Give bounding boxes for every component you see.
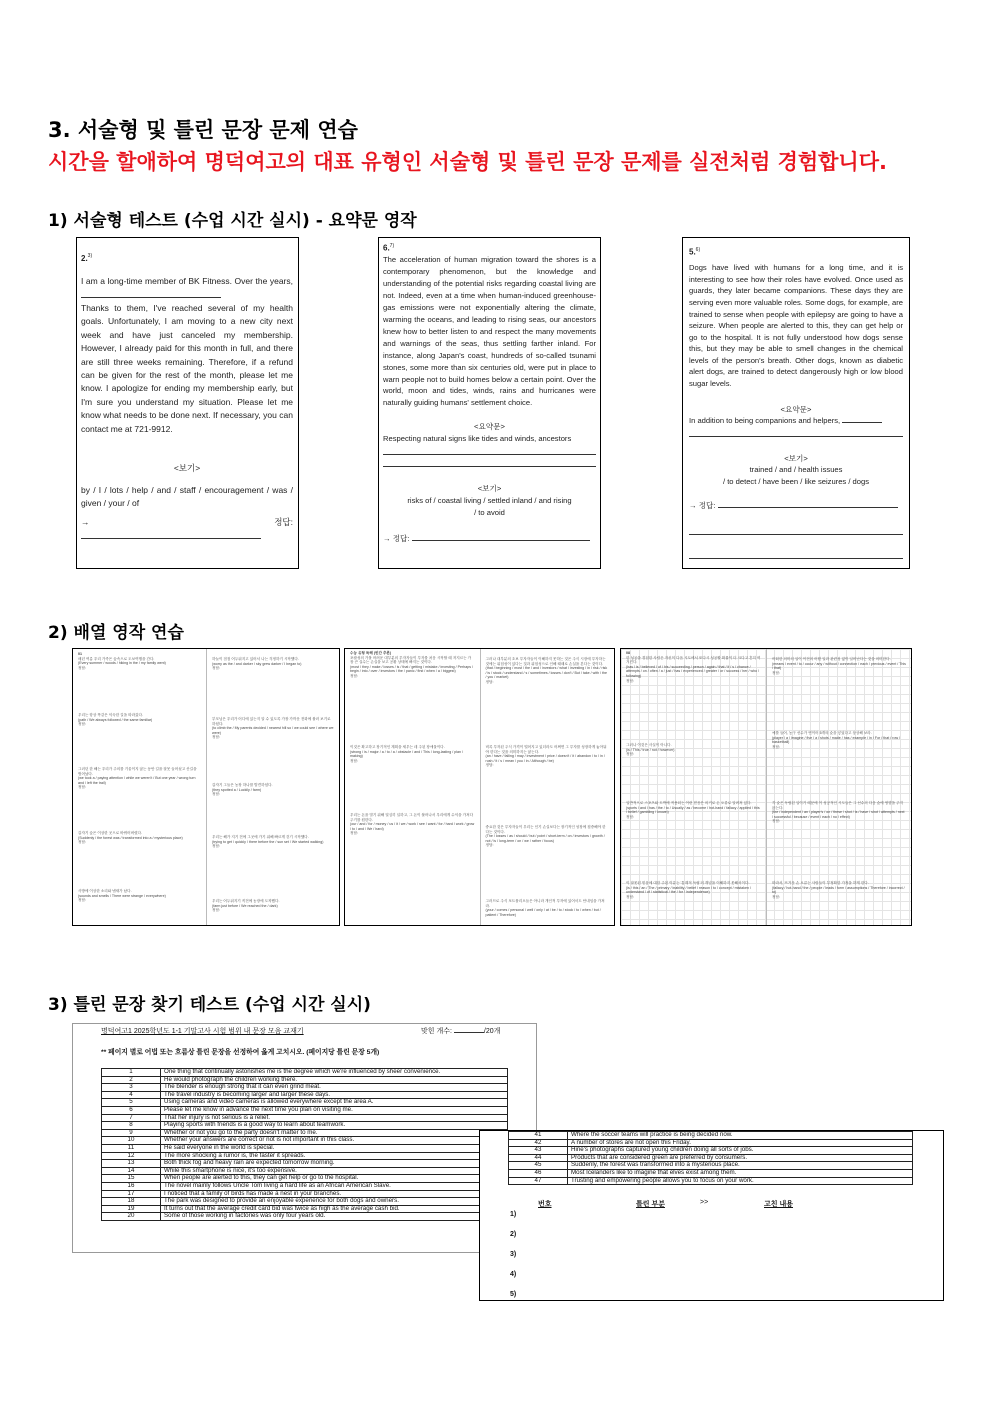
row-sentence: One thing that continually astonishes me is the degree which we're influenced by sheer convenience.	[161, 1069, 508, 1077]
error-table-2	[508, 1131, 913, 1185]
arrangement-sheet-3	[620, 648, 912, 926]
row-sentence: Some of those working in factories was only four years old.	[161, 1213, 508, 1221]
error-row	[102, 1175, 508, 1183]
row-sentence: That her injury is not serious is a relief.	[161, 1114, 508, 1122]
bogi-words-2: / to avoid	[474, 507, 505, 517]
row-number: 45	[509, 1162, 568, 1170]
answer-line: → 정답:	[81, 516, 293, 543]
bogi-words-1: trained / and / health issues	[749, 465, 843, 475]
answer-row-5: 5)	[510, 1291, 517, 1298]
row-sentence: It turns out that the average credit card bid was twice as high as the average cash bid.	[161, 1205, 508, 1213]
row-number: 18	[102, 1198, 161, 1206]
sheet-item: 우리는 해가 지기 전에 그곳에 가기 위해 빠르게 걷기 시작했다. (trying to get / quickly / there before the / sun set / We started walking) 정답:	[212, 835, 324, 849]
row-number: 19	[102, 1205, 161, 1213]
sheet-item: 08 한 성공을 경험한 사람은 자신이 다음 시도에서 또다시 성공할 확률이 더 크다고 흔히 여겨진다. (has / is / believed / of / his / succeeding / person / again / that / it / s / chance / attempts / on / often / a / just / has / experienced / greater / or / success / her / who / following) 정답:	[626, 651, 761, 683]
error-sheet-page1	[72, 1023, 537, 1253]
passage-text: Dogs have lived with humans for a long time, and it is interesting to see how their roles have evolved. Once used as guards, they later became companions. These days they are serving even more valuable roles. Some dogs, for example, are trained to sense when people with epilepsy are going to have a seizure. When people are alerted to this, they can get help or go to the hospital. It is not fully understood how dogs sense this, but they may be able to smell changes in the chemical levels of the person's breath. Other dogs, known as diabetic alert dogs, are trained to detect dangerously high or low blood sugar levels.	[689, 263, 903, 389]
sheet-item: 01 매년 여름 우리 가족은 숲속으로 도보여행을 간다. (Every summer / woods / hiking in the / my family went) 정답:	[78, 652, 166, 670]
sheet-item: 이 잘못된 믿음에 대한 주된 이유는 '통계적 독립'의 개념을 이해하지 못해서이다. (is / this / an / The / primary / inability / belief / reason / to / concept / mistaken / understand / of / statistical / the / for / independence) 정답:	[626, 881, 751, 899]
error-row	[102, 1137, 508, 1145]
row-sentence: The novel mainly follows Uncle Tom living a hard life as an African American Slave.	[161, 1182, 508, 1190]
passage-text: Thanks to them, I've reached several of my health goals. Unfortunately, I am moving to a new city next week and have just canceled my membership. However, I already paid for this month in full, and there are still three weeks remaining. Therefore, if a refund can be given for the rest of the month, please let me know. I apologize for ending my membership early, but I'm sure you understand my situation. Please let me know what needs to be done next. If necessary, you can contact me at 721-9912.	[81, 303, 293, 434]
row-number: 8	[102, 1122, 161, 1130]
row-sentence: While this smartphone is nice, it's too expensive.	[161, 1167, 508, 1175]
section-subtitle: 시간을 할애하여 명덕여고의 대표 유형인 서술형 및 틀린 문장 문제를 실전처럼 경험합니다.	[48, 150, 887, 174]
sheet-item: 우리는 어두워지기 직전에 농장에 도착했다. (farm just before / We reached the / dark) 정답:	[212, 899, 280, 913]
sheet-item: 사방에 이상한 소리와 냄새가 났다. (sounds and smells / There were strange / everywhere) 정답:	[78, 889, 166, 903]
row-number: 14	[102, 1167, 161, 1175]
bogi-label: <보기>	[784, 453, 808, 463]
row-number: 20	[102, 1213, 161, 1221]
answer-row-1: 1)	[510, 1211, 517, 1218]
error-row	[509, 1177, 913, 1185]
bogi-words-2: / to detect / have been / like seizures / dogs	[722, 477, 870, 487]
summary-card-1	[76, 237, 299, 569]
row-sentence: Products that are considered green are preferred by consumers.	[568, 1154, 913, 1162]
sheet-item: 각 슛은 독립된 일이기 때문에 이 성공적인 시도들은 그 선수의 다음 슛에 영향을 주지 않는다. (the / independent / an / player's / on / these / shot / is / have / shot / attempts / next / successful / because / event / each / no / effect) 정답:	[772, 801, 905, 824]
row-number: 13	[102, 1160, 161, 1168]
sheet-item: 그러던 한 해는 우리가 주의를 기울이지 않는 동안 길을 잘못 들어섰고 산길을 벗어났다. (we took a / paying attention / while we weren't / But one year / wrong turn and / left the trail) 정답:	[78, 767, 197, 790]
row-sentence: The travel industry is becoming larger and larger these days.	[161, 1091, 508, 1099]
sheet-item: 그러므로 주식 포트폴리오들은 아니라 개인적 투자에 있어서도 안내임을 가져라. (your / comes / personal / well / only / at / be / to / stock / to / when / but / patient / Therefore)	[485, 899, 605, 917]
answer-header-no: 번호	[538, 1201, 552, 1208]
row-sentence: He would photograph the children working there.	[161, 1076, 508, 1084]
summary-label: <요약문>	[780, 404, 812, 414]
score-line: 맞힌 개수: /20개	[421, 1028, 501, 1035]
row-number: 15	[102, 1175, 161, 1183]
error-row	[509, 1139, 913, 1147]
row-number: 11	[102, 1144, 161, 1152]
error-row	[102, 1099, 508, 1107]
sheet-item: 갑자기 그들은 농장 하나를 발견하셨다. (they spotted a / Luckily / farm) 정답:	[212, 783, 273, 797]
row-sentence: Both thick fog and heavy rain are expected tomorrow morning.	[161, 1160, 508, 1168]
error-row	[102, 1144, 508, 1152]
arrangement-sheet-2	[344, 648, 615, 926]
error-row	[509, 1169, 913, 1177]
row-number: 5	[102, 1099, 161, 1107]
row-number: 46	[509, 1169, 568, 1177]
question-number: 6.$^{7)}$	[383, 243, 395, 253]
summary-card-3	[682, 237, 910, 569]
row-sentence: Hine's photographs captured young children doing all sorts of jobs.	[568, 1147, 913, 1155]
error-row	[102, 1152, 508, 1160]
row-number: 43	[509, 1147, 568, 1155]
row-number: 7	[102, 1114, 161, 1122]
row-sentence: Most Icelanders like to imagine that elves exist among them.	[568, 1169, 913, 1177]
row-sentence: I noticed that a family of birds has made a nest in your branches.	[161, 1190, 508, 1198]
answer-row-3: 3)	[510, 1251, 517, 1258]
error-row	[509, 1162, 913, 1170]
error-table-1	[101, 1068, 508, 1221]
row-number: 3	[102, 1084, 161, 1092]
sheet-item: 어떠한 의미의 일이 이전의 어떤 일과 관련성 없이 일어난다는 것을 의미한다. (means / event / to / occur / any / without / connection / each / previous / event / This / that) 정답:	[772, 657, 906, 675]
row-number: 17	[102, 1190, 161, 1198]
summary-card-2	[378, 237, 601, 569]
row-sentence: Please let me know in advance the next time you plan on visiting me.	[161, 1106, 508, 1114]
summary-text: In addition to being companions and helpers,	[689, 415, 903, 427]
sheet-item: 그러나 대부분의 초보 투자자들이 이해하지 못하는 것은 주식 시장에 투자하는 것에는 위험성이 있다는 것과 위험성으로 인해 때때로 손실을 본다는 것이다. (that / beginning / most / the / and / investors / what / investing / in / risk / risk / is / stock / understand / s / sometimes / losses / don't / But / take / with / the / you / market) 정답:	[485, 657, 608, 684]
error-row	[102, 1190, 508, 1198]
row-sentence: The park was designed to provide an enjoyable experience for both dogs and owners.	[161, 1198, 508, 1206]
instruction: ** 페이지 별로 어법 또는 흐름상 틀린 문장을 선정하여 옳게 고치시오. (페이지당 틀린 문장 5개)	[101, 1049, 380, 1056]
row-sentence: The blender is enough strong that it can even grind meat.	[161, 1084, 508, 1092]
passage-text: The acceleration of human migration toward the shores is a contemporary phenomenon, but the knowledge and understanding of the potential risks regarding coastal living are not. Indeed, even at a time when human-induced greenhouse-gas emissions were not exponentially altering the climate, warming the oceans, and leading to rising seas, our ancestors knew how to better listen to and respect the many movements and warnings of the seas, thus settling farther inland. For instance, along Japan's coast, hundreds of so-called tsunami stones, some more than six centuries old, were put in place to warn people not to build homes below a certain point. Over the world, moon and tides, winds, rains and hurricanes were naturally guiding humans' settlement choice.	[383, 255, 596, 408]
error-row	[102, 1076, 508, 1084]
row-sentence: Whether or not you go to the party doesn't matter to me.	[161, 1129, 508, 1137]
bogi-label: <보기>	[477, 484, 502, 494]
bogi-label: <보기>	[173, 463, 201, 474]
error-row	[102, 1091, 508, 1099]
error-row	[102, 1160, 508, 1168]
row-sentence: The more shocking a rumor is, the faster it spreads.	[161, 1152, 508, 1160]
row-number: 9	[102, 1129, 161, 1137]
row-sentence: A number of stores are not open this Friday.	[568, 1139, 913, 1147]
sheet-title: 명덕여고1 2025학년도 1-1 기말고사 시험 범위 내 문장 모음 교재기	[101, 1028, 304, 1035]
row-sentence: He said everyone in the world is special.	[161, 1144, 508, 1152]
sheet-item: 우리는 항상 똑같은 익숙한 길을 따라갔다. (path / We always followed / the same familiar) 정답:	[78, 713, 153, 727]
sheet-item: 따라서, 뜨거운 손 오류는 사람들이 부정확한 가정을 하게 한다. (fallacy / hot-hand / the / people / leads / form / assumptions / Therefore / incorrect / to) 정답:	[772, 881, 905, 899]
error-row	[102, 1114, 508, 1122]
row-number: 41	[509, 1132, 568, 1140]
error-row	[102, 1182, 508, 1190]
row-sentence: Using cameras and video cameras is allowed everywhere except the area A.	[161, 1099, 508, 1107]
error-row	[102, 1106, 508, 1114]
row-number: 42	[509, 1139, 568, 1147]
error-row	[102, 1213, 508, 1221]
part2-heading: 2) 배열 영작 연습	[48, 623, 184, 643]
error-row	[102, 1069, 508, 1077]
row-number: 4	[102, 1091, 161, 1099]
bogi-words: by / I / lots / help / and / staff / encouragement / was / given / your / of	[81, 484, 293, 508]
sheet-item: 예를 들어, 농구 선수가 연이어 5개의 슛을 넣었다고 상상해 보라. (player / a / imagine / five / a / shots / made / has / example / in / For / that / row / basketball) 정답:	[772, 731, 901, 749]
answer-row-2: 2)	[510, 1231, 517, 1238]
error-row	[102, 1122, 508, 1130]
error-row	[102, 1129, 508, 1137]
error-row	[509, 1132, 913, 1140]
row-number: 44	[509, 1154, 568, 1162]
row-number: 47	[509, 1177, 568, 1185]
arrangement-sheet-1	[72, 648, 340, 926]
answer-line: → 정답:	[383, 533, 596, 545]
answer-line: → 정답:	[689, 500, 903, 512]
section-title: 3. 서술형 및 틀린 문장 문제 연습	[48, 118, 358, 142]
row-number: 1	[102, 1069, 161, 1077]
row-number: 2	[102, 1076, 161, 1084]
part3-heading: 3) 틀린 문장 찾기 테스트 (수업 시간 실시)	[48, 995, 371, 1015]
answer-header-arrow: >>	[700, 1199, 709, 1206]
sheet-item: 중요한 것은 투자자들이 우리는 인기 손실보다는 장기적인 성장에 집중해야 한다는 것이다. (The / losses / as / should / but / point / short-term / on / investors / growth / not / is / long-term / on / we / rather / focus) 정답:	[485, 825, 606, 848]
row-number: 12	[102, 1152, 161, 1160]
question-number: 2.$^{3)}$	[81, 253, 93, 263]
sheet-item: 하늘이 점점 어두워지고 있어서 나는 걱정하기 시작했다. (worry as the / and darker / sky grew darker / I began to) 정답:	[212, 657, 302, 671]
sheet-item: 우리는 돈을 벌기 위해 열심히 일하고, 그 돈이 불어나서 우리에게 수익을 가져다주기를 원한다. (our / and / for / money / us / it / we / work / see / want / for / hard / work / grow / to / and / We / hard) 정답:	[350, 813, 475, 836]
passage-intro: I am a long-time member of BK Fitness. Over the years,	[81, 275, 293, 302]
error-row	[509, 1154, 913, 1162]
row-number: 16	[102, 1182, 161, 1190]
error-row	[102, 1084, 508, 1092]
sheet-item: 비록 투자된 주식 가격이 떨어지고 있더라도 어쩌면 그 투자를 성장하게 놓아둬야 한다는 것을 의미하지는 않는다. (an / have / falling / may / investment / price / doesn't / it / abandon / to / in / rush / it / s / mean / you / in / Although / be) 정답:	[485, 745, 607, 768]
row-sentence: Whether your answers are correct or not is not important in this class.	[161, 1137, 508, 1145]
answer-header-wrong: 틀린 부분	[636, 1201, 665, 1208]
sheet-item: 일반적으로 스포츠와 도박에 적용되는 이런 믿음은 의거로 손 오류로 알려져 있다. (sports / and / has / the / to / Usually / as / become / hot-hand / fallacy / applied / this / belief / gambling / known) 정답:	[626, 801, 760, 819]
summary-label: <요약문>	[474, 422, 505, 432]
question-number: 5.$^{6)}$	[689, 247, 701, 257]
sheet-item: 부모님은 우리가 어디에 있는지 알 수 있도록 가장 가까운 전화에 불러 보기로 하셨다. (to climb the / My parents decided / nearest hill so / we could see / where we were) 정답:	[212, 717, 334, 740]
row-sentence: Where the soccer teams will practice is being decided now.	[568, 1132, 913, 1140]
answer-header-fix: 고친 내용	[764, 1201, 793, 1208]
error-sheet-page3	[479, 1130, 944, 1301]
sheet-item: 갑자기 숲은 이상한 곳으로 바뀌어버렸다. (Suddenly / the forest was / transformed into a / mysterious place) 정답:	[78, 831, 183, 845]
error-row	[102, 1198, 508, 1206]
row-sentence: Playing sports with friends is a good way to learn about teamwork.	[161, 1122, 508, 1130]
error-row	[509, 1147, 913, 1155]
row-sentence: Trusting and empowering people allows you to focus on your work.	[568, 1177, 913, 1185]
sheet-item: 수능 유형 독해 (빈칸 추론) 포괄성의 가볼 어려운 대부분의 투자자들이 투자를 처음 시작할 때 저지르는 가장 큰 실수는 손실을 보고 공황 상태에 빠지는 것이다. (most / they / make / losses / is / that / getting / mistake / investing / Perhaps / begin / into / over / investors / the / panic / first / when / a / biggest) 정답:	[350, 651, 474, 678]
row-number: 10	[102, 1137, 161, 1145]
bogi-words-1: risks of / coastal living / settled inland / and rising	[407, 495, 572, 505]
row-sentence: Suddenly, the forest was transformed into a mysterious place.	[568, 1162, 913, 1170]
answer-row-4: 4)	[510, 1271, 517, 1278]
error-row	[102, 1167, 508, 1175]
row-number: 6	[102, 1106, 161, 1114]
error-row	[102, 1205, 508, 1213]
sheet-item: 그러나 이것은 사실이 아니다. (is / This / true / not / however) 정답:	[626, 743, 675, 757]
row-sentence: When people are alerted to this, they can get help or go to the hospital.	[161, 1175, 508, 1183]
summary-text: Respecting natural signs like tides and winds, ancestors	[383, 434, 572, 444]
sheet-item: 이것은 확고하고 장기적인 계획을 세우는 데 주된 장애물이다. (strong / is / major / a / to / a / obstacle / and / This / long-lasting / plan / making) 정답:	[350, 745, 463, 763]
part1-heading: 1) 서술형 테스트 (수업 시간 실시) - 요약문 영작	[48, 211, 417, 231]
